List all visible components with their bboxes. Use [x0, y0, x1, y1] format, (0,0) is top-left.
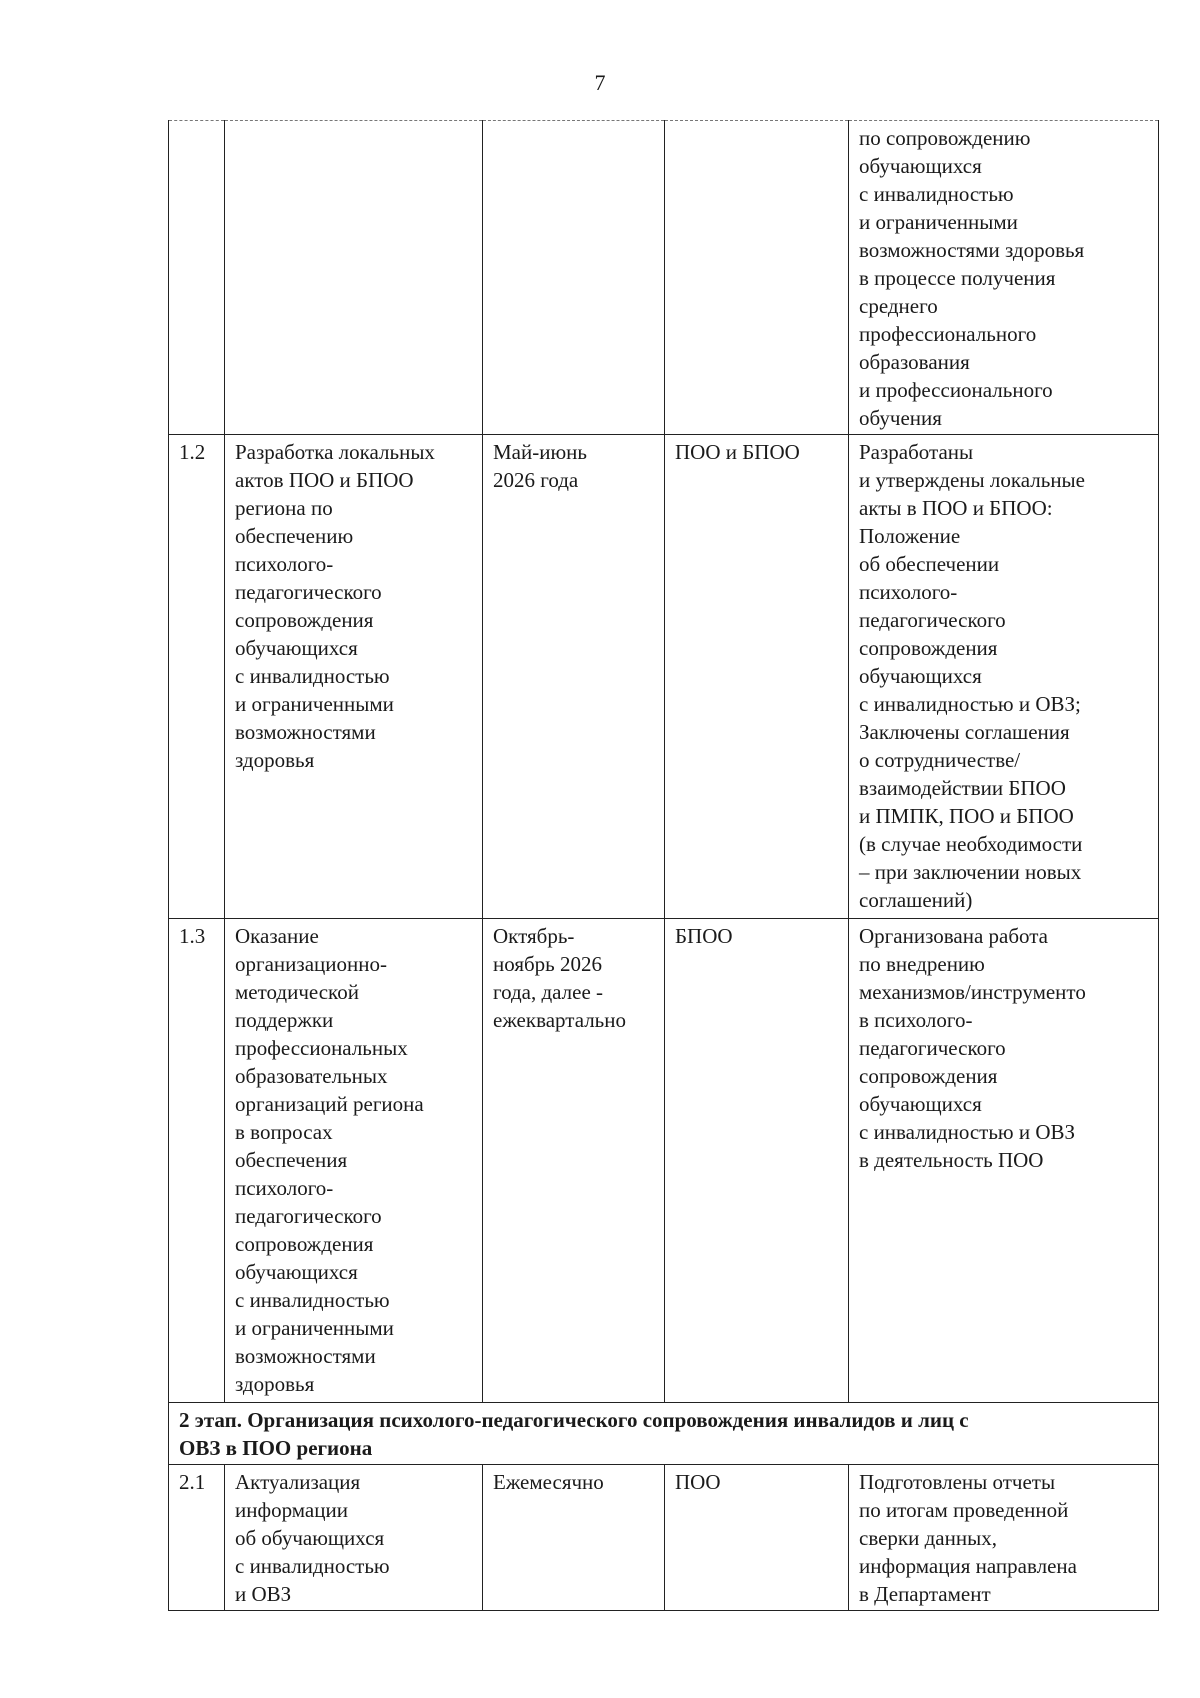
period-cell: Ежемесячно [483, 1465, 665, 1611]
executor-cell: ПОО и БПОО [665, 435, 849, 919]
result-cell: Подготовлены отчеты по итогам проведенной сверки данных, информация направлена в Департамент [849, 1465, 1159, 1611]
page-number: 7 [594, 70, 606, 95]
period-cell: Октябрь- ноябрь 2026 года, далее - ежеквартально [483, 919, 665, 1403]
executor-cell: ПОО [665, 1465, 849, 1611]
activity-cell [225, 121, 483, 435]
row-number: 1.2 [169, 435, 225, 919]
stage-title: 2 этап. Организация психолого-педагогического сопровождения инвалидов и лиц с ОВЗ в ПОО региона [169, 1403, 1159, 1465]
table-row [169, 121, 1159, 435]
plan-table [168, 120, 1159, 1611]
period-cell [483, 121, 665, 435]
activity-cell: Актуализация информации об обучающихся с инвалидностью и ОВЗ [225, 1465, 483, 1611]
table-row [169, 919, 1159, 1403]
stage-header-row [169, 1403, 1159, 1465]
row-number: 1.3 [169, 919, 225, 1403]
row-number: 2.1 [169, 1465, 225, 1611]
table-row [169, 435, 1159, 919]
row-number [169, 121, 225, 435]
period-cell: Май-июнь 2026 года [483, 435, 665, 919]
executor-cell: БПОО [665, 919, 849, 1403]
activity-cell: Оказание организационно- методической поддержки профессиональных образовательных организаций региона в вопросах обеспечения психолого- педагогического сопровождения обучающихся с инвалидностью и ограниченными возможностями здоровья [225, 919, 483, 1403]
table-row [169, 1465, 1159, 1611]
result-cell: по сопровождению обучающихся с инвалидностью и ограниченными возможностями здоровья в процессе получения среднего профессионального образования и профессионального обучения [849, 121, 1159, 435]
result-cell: Разработаны и утверждены локальные акты в ПОО и БПОО: Положение об обеспечении психолого- педагогического сопровождения обучающихся с инвалидностью и ОВЗ; Заключены соглашения о сотрудничестве/ взаимодействии БПОО и ПМПК, ПОО и БПОО (в случае необходимости – при заключении новых соглашений) [849, 435, 1159, 919]
executor-cell [665, 121, 849, 435]
result-cell: Организована работа по внедрению механизмов/инструменто в психолого- педагогического сопровождения обучающихся с инвалидностью и ОВЗ в деятельность ПОО [849, 919, 1159, 1403]
activity-cell: Разработка локальных актов ПОО и БПОО региона по обеспечению психолого- педагогического сопровождения обучающихся с инвалидностью и ограниченными возможностями здоровья [225, 435, 483, 919]
